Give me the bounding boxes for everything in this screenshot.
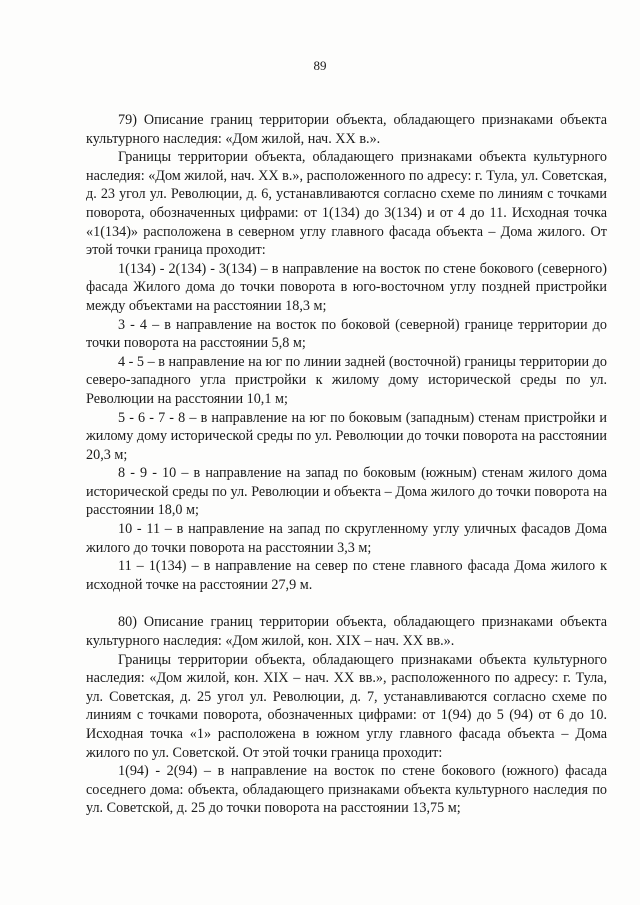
boundary-segment: 8 - 9 - 10 – в направление на запад по боковым (южным) стенам жилого дома исторической среды по ул. Революции и объекта – Дома жилого до точки поворота на расстоянии 18,0 м; <box>86 465 607 519</box>
section-heading: 80) Описание границ территории объекта, обладающего признаками объекта культурного наследия: «Дом жилой, кон. XIX – нач. XX вв.». <box>86 614 607 650</box>
boundary-segment: 11 – 1(134) – в направление на север по стене главного фасада Дома жилого к исходной точке на расстоянии 27,9 м. <box>86 558 607 593</box>
boundary-segment: 5 - 6 - 7 - 8 – в направление на юг по боковым (западным) стенам пристройки и жилому дому исторической среды по ул. Революции до точки поворота на расстоянии 20,3 м; <box>86 409 607 463</box>
boundary-segment: 1(94) - 2(94) – в направление на восток по стене бокового (южного) фасада соседнего дома: объекта, обладающего признаками объекта культурного наследия по ул. Советской, д. 25 до точки поворота на расстоянии 13,75 м; <box>86 763 607 817</box>
section-spacer <box>86 594 607 613</box>
boundary-segment: 4 - 5 – в направление на юг по линии задней (восточной) границы территории до северо-западного угла пристройки к жилому дому исторической среды по ул. Революции на расстоянии 10,1 м; <box>86 353 607 407</box>
section-heading: 79) Описание границ территории объекта, обладающего признаками объекта культурного наследия: «Дом жилой, нач. XX в.». <box>86 112 607 147</box>
section-80 <box>86 613 607 818</box>
document-body <box>86 111 607 818</box>
boundary-intro-paragraph: Границы территории объекта, обладающего признаками объекта культурного наследия: «Дом жилой, нач. XX в.», расположенного по адресу: г. Тула, ул. Советская, д. 23 угол ул. Революции, д. 6, устанавливаются согласно схеме по линиям с точками поворота, обозначенных цифрами: от 1(134) до 3(134) и от 4 до 11. Исходная точка «1(134)» расположена в северном углу главного фасада объекта – Дома жилого. От этой точки граница проходит: <box>86 149 607 259</box>
boundary-segment: 3 - 4 – в направление на восток по боковой (северной) границе территории до точки поворота на расстоянии 5,8 м; <box>86 316 607 352</box>
boundary-intro-paragraph: Границы территории объекта, обладающего признаками объекта культурного наследия: «Дом жилой, кон. XIX – нач. XX вв.», расположенного по адресу: г. Тула, ул. Советская, д. 25 угол ул. Революции, д. 7, устанавливаются согласно схеме по линиям с точками поворота, обозначенных цифрами: от 1(94) до 5 (94) от 6 до 10. Исходная точка «1» расположена в южном углу главного фасада объекта – Дома жилого по ул. Советской. От этой точки граница проходит: <box>86 651 607 761</box>
boundary-segment: 1(134) - 2(134) - 3(134) – в направление на восток по стене бокового (северного) фасада Жилого дома до точки поворота в юго-восточном углу поздней пристройки между объектами на расстоянии 18,3 м; <box>86 260 607 314</box>
page-number: 89 <box>313 58 327 73</box>
boundary-segment: 10 - 11 – в направление на запад по скругленному углу уличных фасадов Дома жилого до точки поворота на расстоянии 3,3 м; <box>86 521 607 556</box>
section-79 <box>86 111 607 594</box>
